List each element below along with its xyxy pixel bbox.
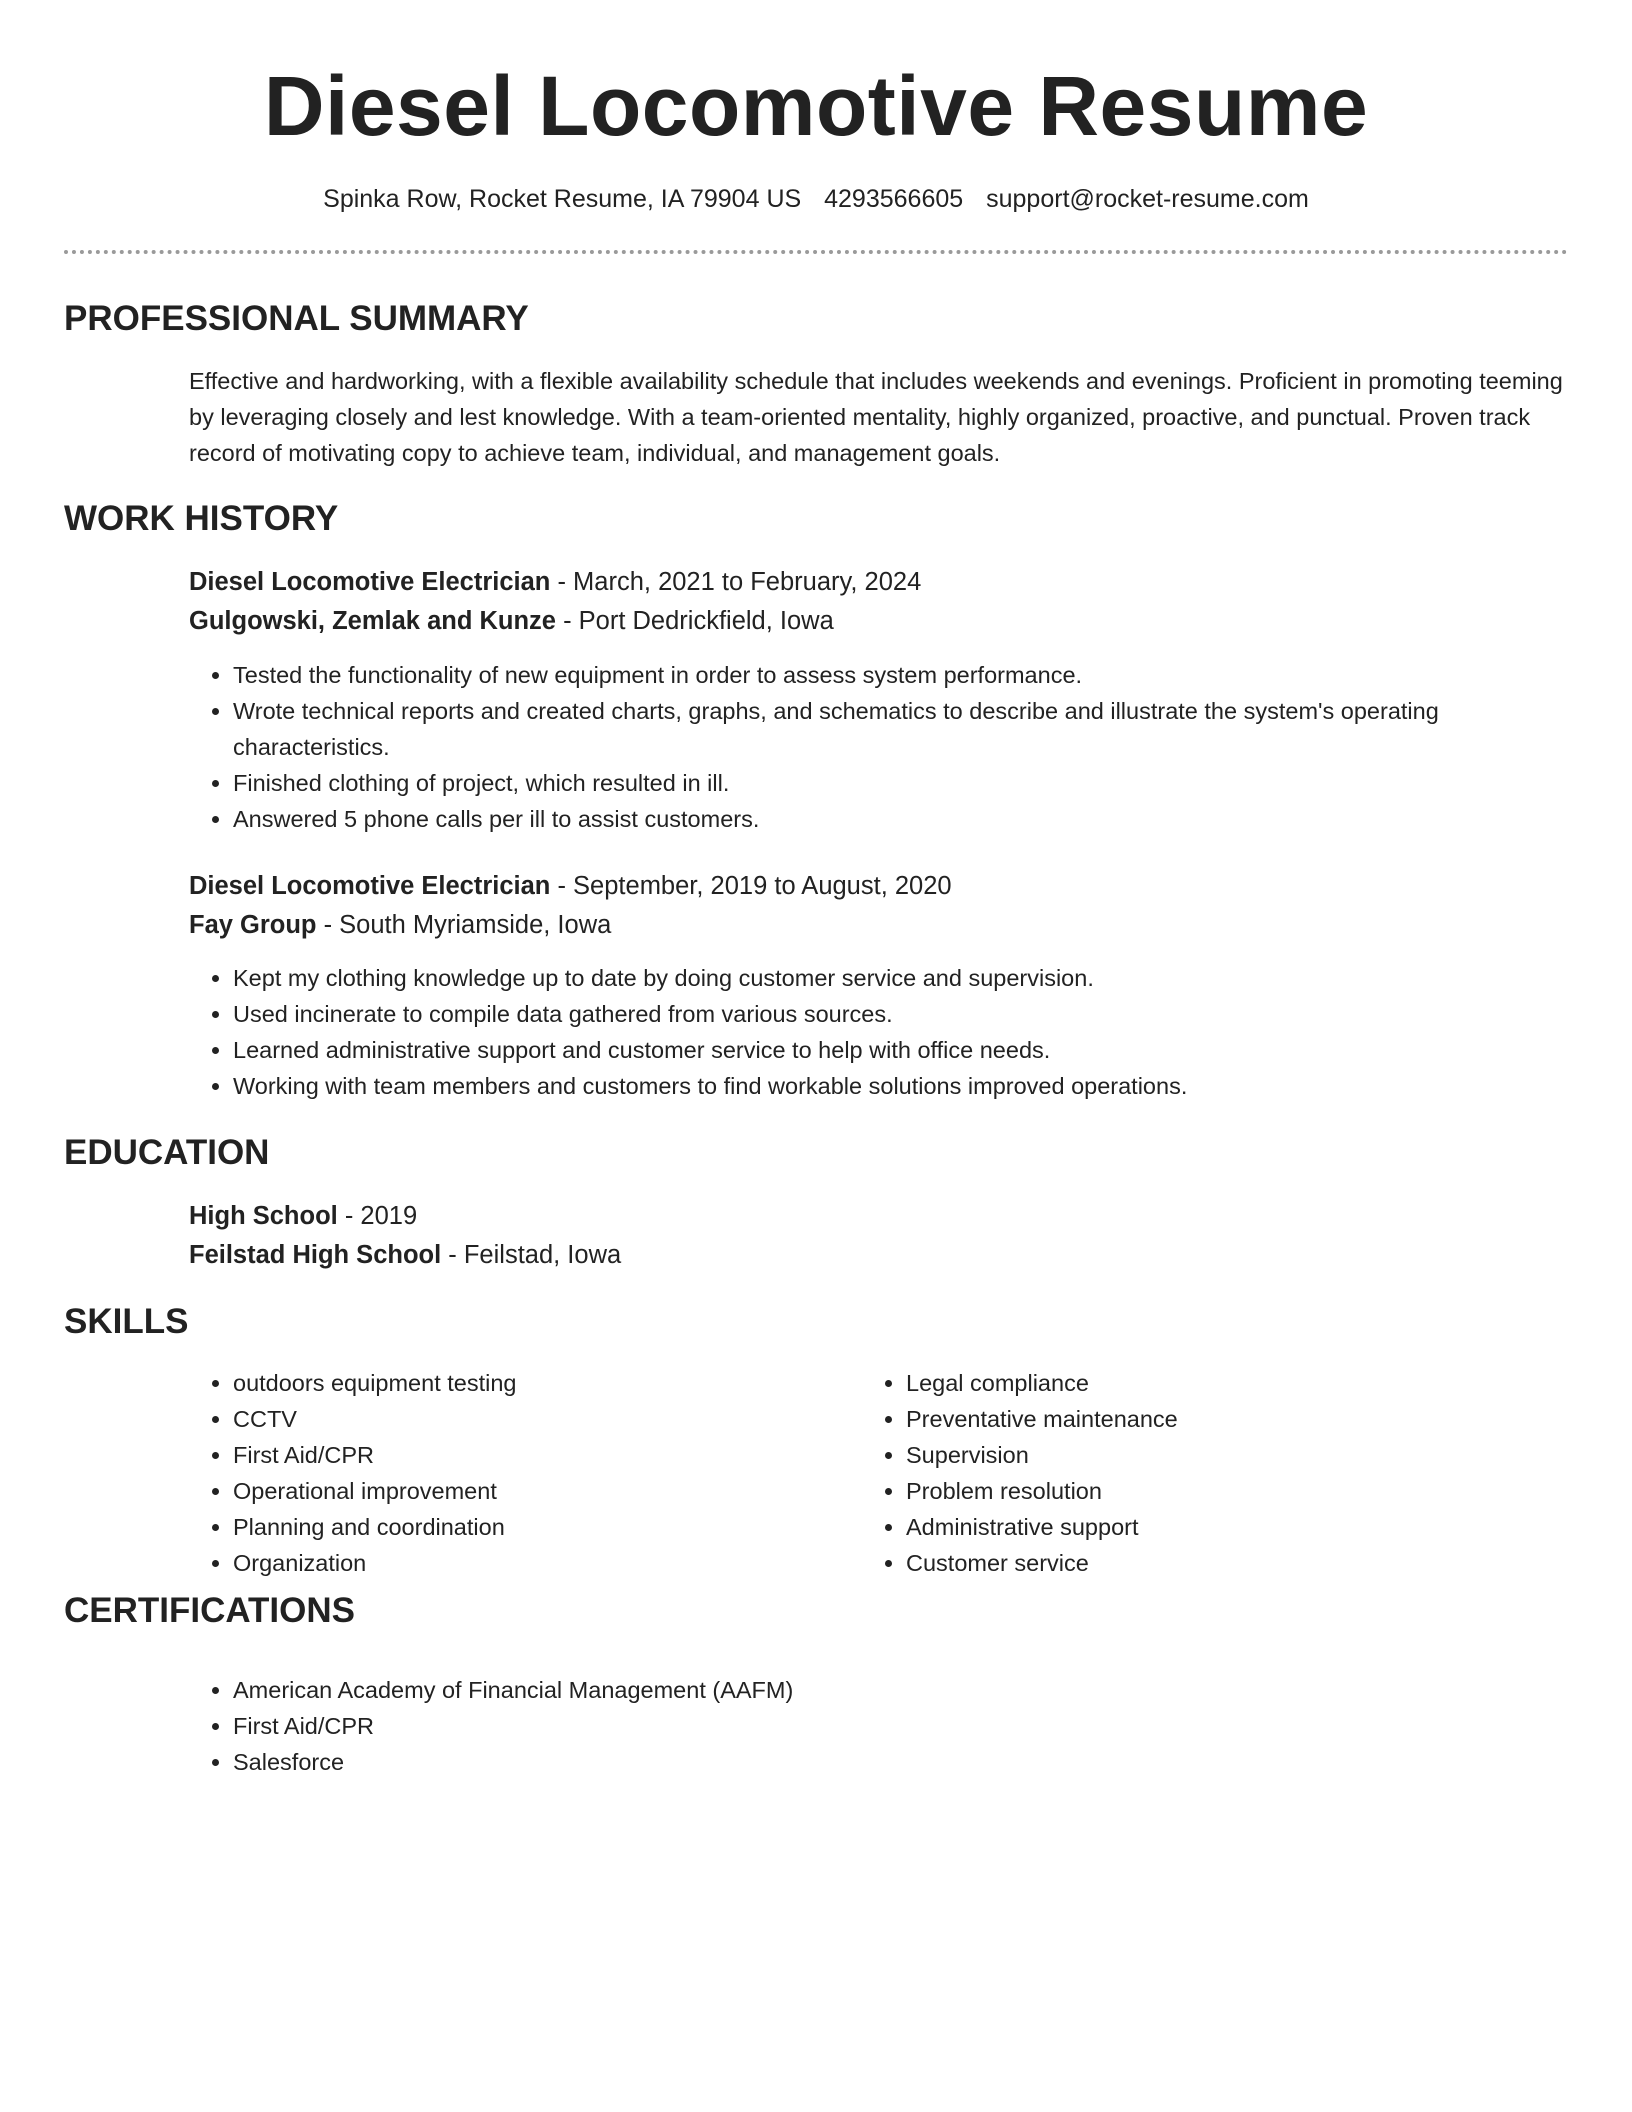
list-item: • Learned administrative support and customer service to help with office needs. xyxy=(233,1032,1569,1068)
certifications-list xyxy=(189,1672,1569,1780)
list-item: • Administrative support xyxy=(906,1509,1462,1545)
job-dates: - March, 2021 to February, 2024 xyxy=(550,568,922,596)
skills-list-left xyxy=(189,1365,789,1581)
list-item: • Wrote technical reports and created charts, graphs, and schematics to describe and illustrate the system's operating characteristics. xyxy=(233,693,1569,765)
list-item: • Used incinerate to compile data gathered from various sources. xyxy=(233,996,1569,1032)
list-item: • Problem resolution xyxy=(906,1473,1462,1509)
job-title-line xyxy=(189,563,1569,602)
education-entry xyxy=(189,1197,1569,1275)
job-company: Fay Group xyxy=(189,911,317,939)
skills-right-column xyxy=(862,1365,1462,1581)
job-bullets-block xyxy=(189,657,1569,837)
job-company-line xyxy=(189,906,1569,945)
job-role: Diesel Locomotive Electrician xyxy=(189,872,551,900)
header-divider xyxy=(64,250,1568,254)
list-item: • Preventative maintenance xyxy=(906,1401,1462,1437)
work-history-heading: WORK HISTORY xyxy=(64,499,339,538)
contact-address: Spinka Row, Rocket Resume, IA 79904 US xyxy=(323,185,802,213)
job-entry xyxy=(189,563,1569,641)
education-degree: High School xyxy=(189,1202,338,1230)
certifications-block xyxy=(189,1672,1569,1780)
list-item: • Legal compliance xyxy=(906,1365,1462,1401)
job-bullets-block xyxy=(189,960,1569,1104)
list-item: • Planning and coordination xyxy=(233,1509,789,1545)
list-item: • Operational improvement xyxy=(233,1473,789,1509)
job-bullets xyxy=(189,960,1569,1104)
job-company: Gulgowski, Zemlak and Kunze xyxy=(189,607,556,635)
education-school: Feilstad High School xyxy=(189,1241,442,1269)
contact-line xyxy=(0,182,1632,216)
list-item: • CCTV xyxy=(233,1401,789,1437)
job-entry xyxy=(189,867,1569,945)
list-item: • Supervision xyxy=(906,1437,1462,1473)
job-location: - Port Dedrickfield, Iowa xyxy=(556,607,834,635)
job-role: Diesel Locomotive Electrician xyxy=(189,568,551,596)
list-item: • Salesforce xyxy=(233,1744,1569,1780)
list-item: • Answered 5 phone calls per ill to assist customers. xyxy=(233,801,1569,837)
list-item: • Finished clothing of project, which resulted in ill. xyxy=(233,765,1569,801)
resume-title: Diesel Locomotive Resume xyxy=(263,59,1369,153)
list-item: • Tested the functionality of new equipment in order to assess system performance. xyxy=(233,657,1569,693)
summary-heading: PROFESSIONAL SUMMARY xyxy=(64,299,529,338)
list-item: • American Academy of Financial Management (AAFM) xyxy=(233,1672,1569,1708)
contact-email: support@rocket-resume.com xyxy=(986,185,1309,213)
skills-left-column xyxy=(189,1365,789,1581)
skills-list-right xyxy=(862,1365,1462,1581)
job-company-line xyxy=(189,602,1569,641)
list-item: • Working with team members and customers to find workable solutions improved operations. xyxy=(233,1068,1569,1104)
job-location: - South Myriamside, Iowa xyxy=(316,911,612,939)
list-item: • Customer service xyxy=(906,1545,1462,1581)
education-location: - Feilstad, Iowa xyxy=(441,1241,622,1269)
contact-phone: 4293566605 xyxy=(824,185,964,213)
education-degree-line xyxy=(189,1197,1569,1236)
list-item: • Kept my clothing knowledge up to date by doing customer service and supervision. xyxy=(233,960,1569,996)
job-dates: - September, 2019 to August, 2020 xyxy=(550,872,952,900)
skills-heading: SKILLS xyxy=(64,1302,189,1341)
summary-block xyxy=(189,363,1569,471)
education-school-line xyxy=(189,1236,1569,1275)
job-bullets xyxy=(189,657,1569,837)
job-title-line xyxy=(189,867,1569,906)
certifications-heading: CERTIFICATIONS xyxy=(64,1591,356,1630)
list-item: • First Aid/CPR xyxy=(233,1437,789,1473)
education-heading: EDUCATION xyxy=(64,1133,270,1172)
list-item: • outdoors equipment testing xyxy=(233,1365,789,1401)
list-item: • Organization xyxy=(233,1545,789,1581)
summary-text: Effective and hardworking, with a flexible availability schedule that includes weekends and evenings. Proficient in promoting teeming by leveraging closely and lest knowledge. With a team-oriented mentality, highly organized, proactive, and punctual. Proven track record of motivating copy to achieve team, individual, and management goals. xyxy=(189,368,1563,466)
list-item: • First Aid/CPR xyxy=(233,1708,1569,1744)
education-year: - 2019 xyxy=(337,1202,418,1230)
